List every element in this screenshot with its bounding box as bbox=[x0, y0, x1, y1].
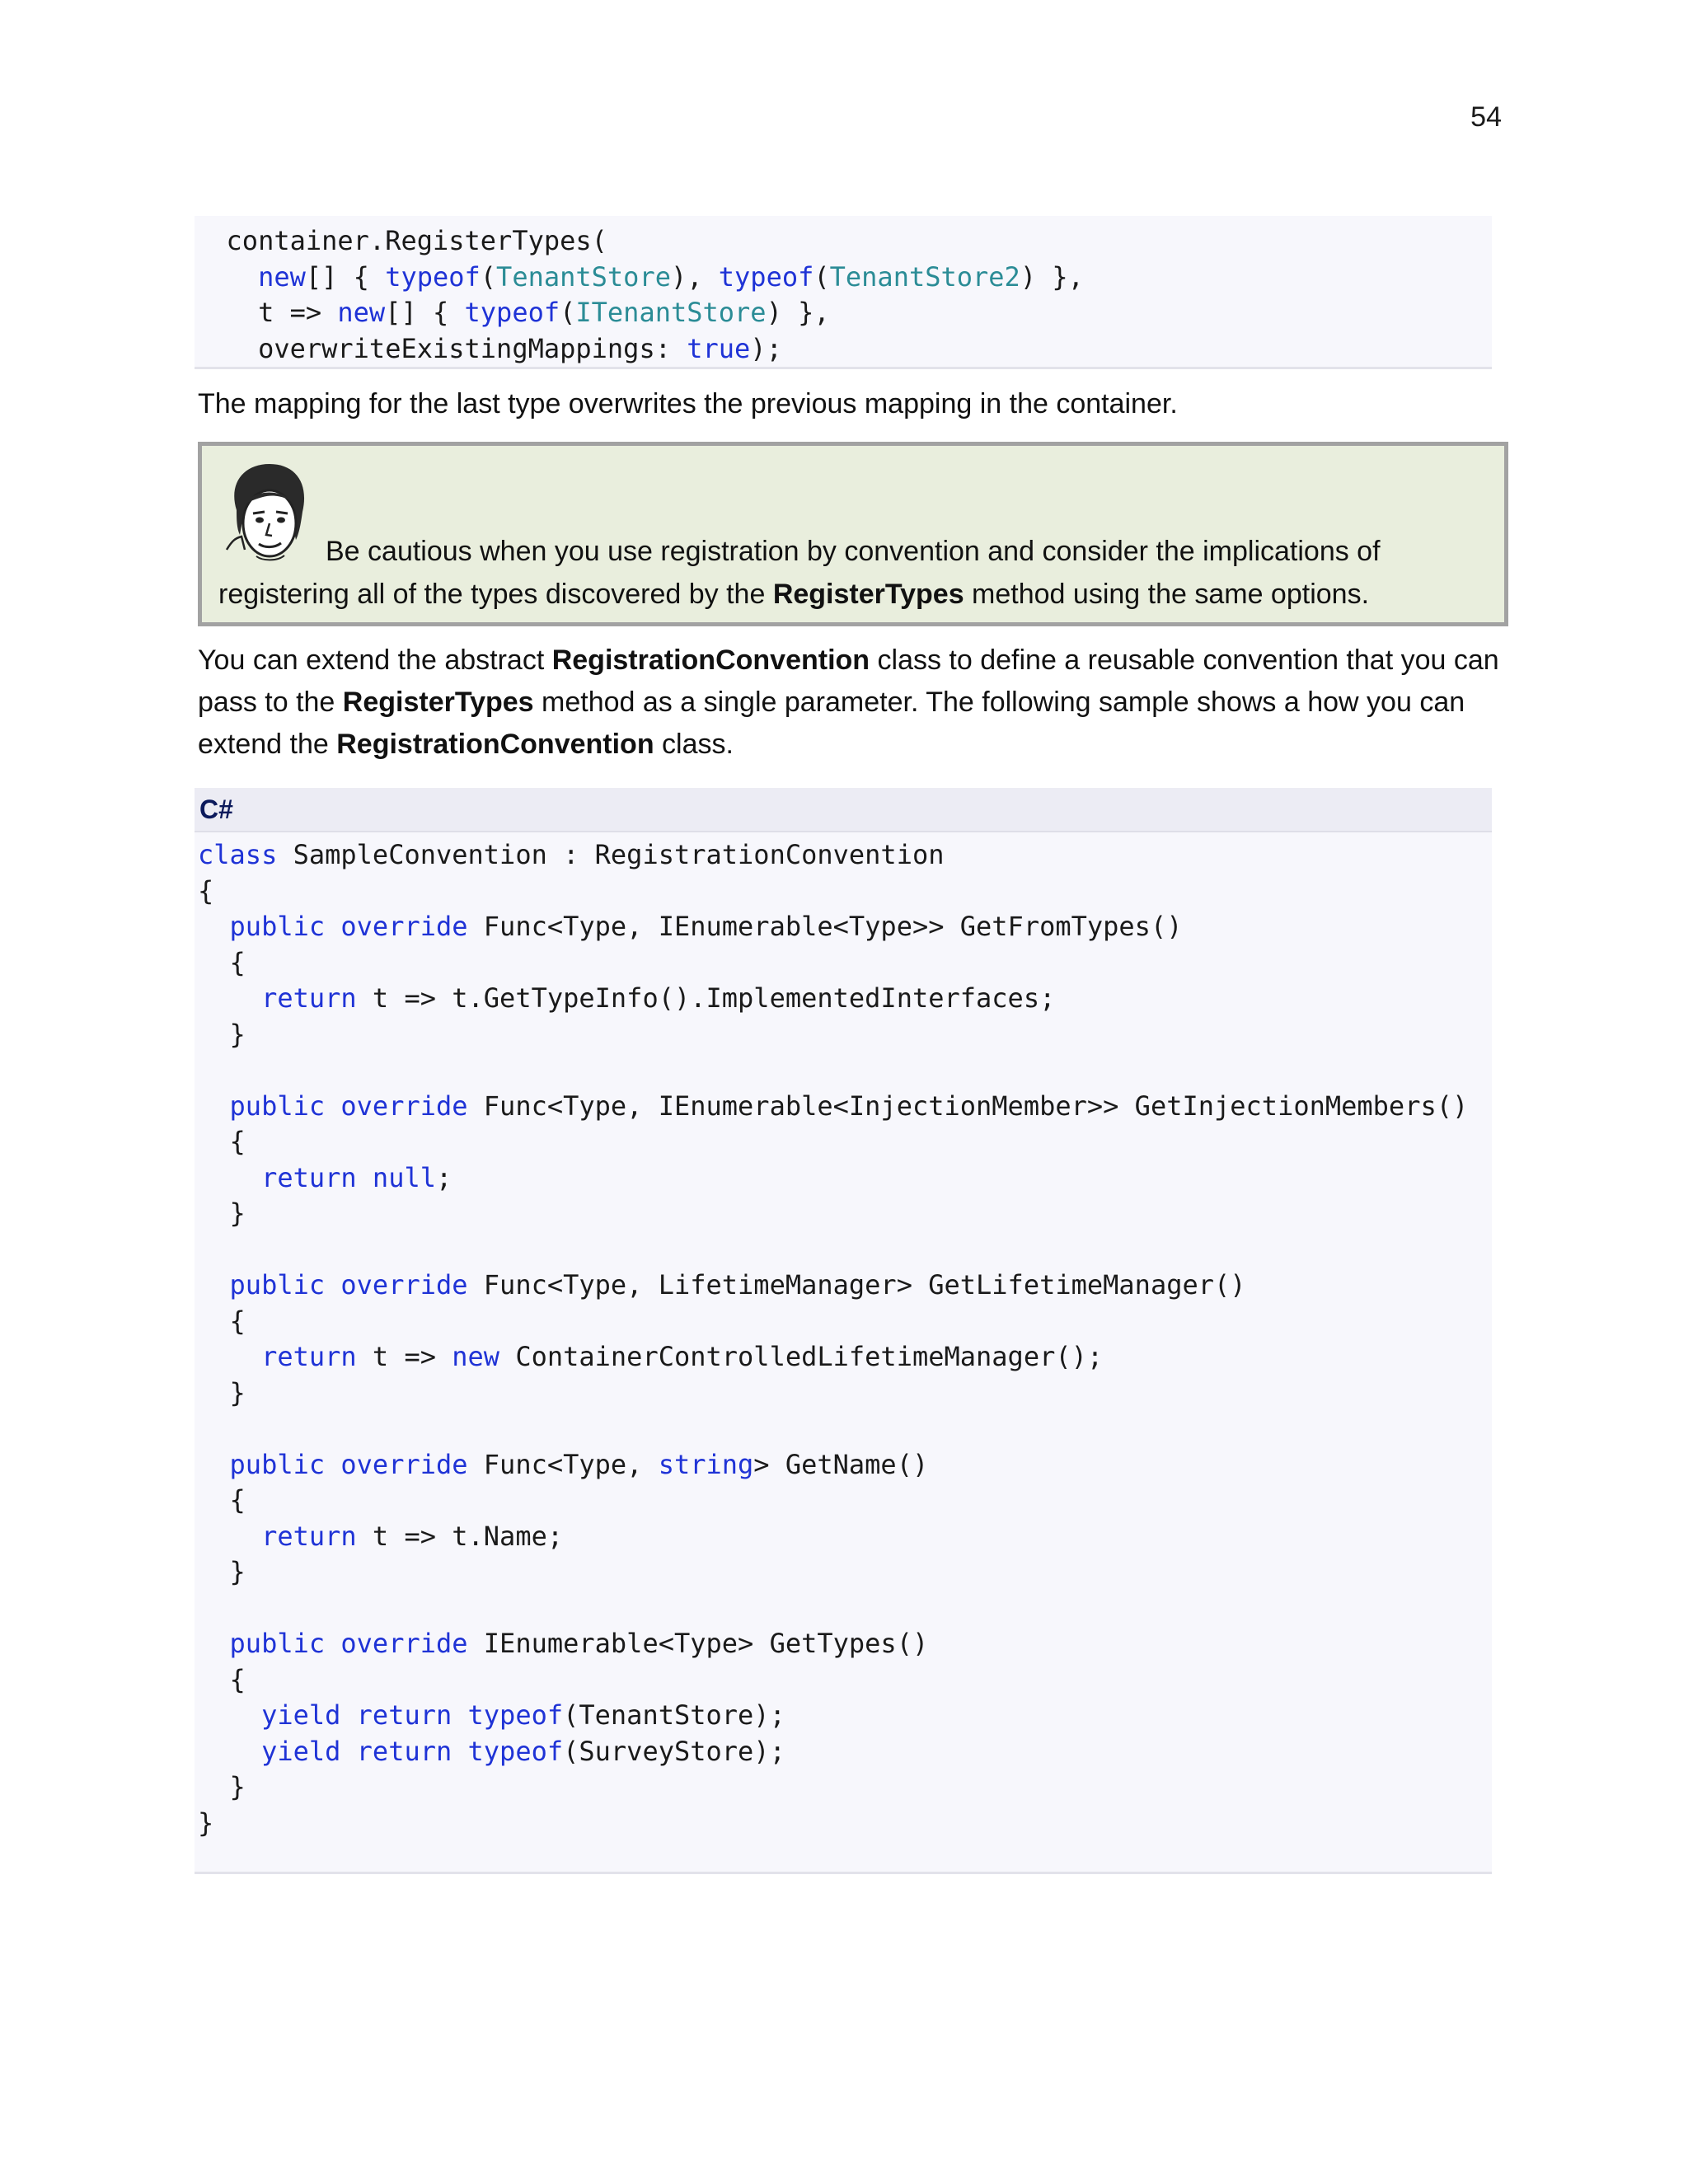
code-keyword: return bbox=[261, 1520, 357, 1552]
code-text bbox=[452, 1699, 467, 1731]
note-text bbox=[218, 530, 1488, 616]
code-line bbox=[198, 1304, 1492, 1340]
code-line bbox=[198, 1519, 1492, 1555]
code-text bbox=[325, 1090, 340, 1122]
code-language-header bbox=[195, 788, 1492, 832]
code-line bbox=[198, 1698, 1492, 1734]
code-line bbox=[195, 331, 1492, 368]
code-text: > GetName() bbox=[753, 1448, 929, 1480]
code-text: ), bbox=[670, 260, 719, 293]
code-block-register-types bbox=[195, 216, 1492, 369]
code-line bbox=[198, 874, 1492, 910]
code-line bbox=[198, 1196, 1492, 1232]
code-keyword: return bbox=[261, 1161, 357, 1193]
code-keyword: public bbox=[229, 911, 326, 942]
code-text: } bbox=[198, 1018, 246, 1050]
code-line bbox=[198, 981, 1492, 1017]
code-keyword: yield bbox=[261, 1735, 341, 1767]
code-line bbox=[198, 1626, 1492, 1662]
code-line bbox=[195, 260, 1492, 296]
code-line bbox=[198, 1052, 1492, 1089]
code-keyword: typeof bbox=[467, 1699, 564, 1731]
code-keyword: class bbox=[198, 839, 278, 870]
code-keyword: null bbox=[372, 1161, 436, 1193]
code-line bbox=[198, 1268, 1492, 1304]
code-keyword: public bbox=[229, 1448, 326, 1480]
code-text bbox=[198, 982, 261, 1014]
code-block-sample-convention bbox=[195, 832, 1492, 1874]
code-text: ); bbox=[750, 332, 782, 364]
code-text: t => bbox=[356, 1341, 452, 1372]
text-run: class. bbox=[654, 729, 734, 760]
code-text: ; bbox=[435, 1161, 452, 1193]
code-line bbox=[198, 1339, 1492, 1376]
code-text: (SurveyStore); bbox=[563, 1735, 785, 1767]
code-type-name: TenantStore2 bbox=[829, 260, 1020, 293]
code-text bbox=[325, 911, 340, 942]
code-text: Func<Type, IEnumerable<Type>> GetFromTypes() bbox=[467, 911, 1183, 942]
code-text: ( bbox=[480, 260, 497, 293]
code-line bbox=[198, 1483, 1492, 1519]
bold-term: RegisterTypes bbox=[342, 687, 534, 718]
code-line bbox=[198, 1124, 1492, 1160]
code-keyword: new bbox=[258, 260, 306, 293]
code-text: { bbox=[198, 946, 246, 978]
code-keyword: public bbox=[229, 1628, 326, 1659]
text-run: Be cautious when you use registration by convention and consider the implications of registering all of the types discovered by the bbox=[218, 536, 1381, 610]
code-line bbox=[198, 909, 1492, 945]
code-line bbox=[198, 1447, 1492, 1483]
code-text: { bbox=[198, 874, 214, 907]
code-keyword: public bbox=[229, 1090, 326, 1122]
code-text: (TenantStore); bbox=[563, 1699, 785, 1731]
code-keyword: string bbox=[658, 1448, 754, 1480]
text-run: The mapping for the last type overwrites the previous mapping in the container. bbox=[198, 388, 1178, 419]
code-keyword: new bbox=[452, 1341, 500, 1372]
code-language-label: C# bbox=[199, 794, 233, 824]
code-keyword: override bbox=[340, 1269, 468, 1301]
code-text: t => t.Name; bbox=[356, 1520, 564, 1552]
code-text bbox=[198, 1628, 230, 1659]
bold-term: RegisterTypes bbox=[772, 579, 964, 610]
code-text: { bbox=[198, 1663, 246, 1695]
code-text bbox=[325, 1449, 340, 1480]
code-text: Func<Type, bbox=[467, 1448, 659, 1480]
text-run: method using the same options. bbox=[964, 579, 1370, 610]
code-keyword: override bbox=[340, 1448, 468, 1480]
code-keyword: yield bbox=[261, 1699, 341, 1731]
code-text bbox=[198, 1269, 230, 1301]
code-line bbox=[198, 1769, 1492, 1806]
code-text: t => t.GetTypeInfo().ImplementedInterfaces; bbox=[356, 982, 1056, 1014]
code-text bbox=[198, 1699, 261, 1731]
code-text: ) }, bbox=[1020, 260, 1084, 293]
code-text: ) }, bbox=[766, 297, 830, 328]
code-line bbox=[198, 837, 1492, 874]
code-keyword: return bbox=[261, 1341, 357, 1372]
code-lines bbox=[195, 223, 1492, 367]
code-text: } bbox=[198, 1376, 246, 1408]
paragraph-mapping-overwrite bbox=[198, 383, 1517, 425]
code-line bbox=[198, 1376, 1492, 1412]
code-text bbox=[325, 1628, 340, 1659]
code-text: { bbox=[198, 1484, 246, 1516]
code-line bbox=[198, 1411, 1492, 1447]
code-text bbox=[340, 1736, 356, 1767]
code-line bbox=[198, 1806, 1492, 1842]
code-text: ContainerControlledLifetimeManager(); bbox=[499, 1341, 1104, 1372]
code-keyword: return bbox=[356, 1699, 452, 1731]
code-text: container.RegisterTypes( bbox=[195, 225, 607, 256]
code-text: Func<Type, IEnumerable<InjectionMember>> GetInjectionMembers() bbox=[467, 1090, 1469, 1122]
code-text bbox=[340, 1699, 356, 1731]
note-callout bbox=[198, 442, 1508, 626]
code-text bbox=[452, 1736, 467, 1767]
code-line bbox=[198, 1017, 1492, 1053]
code-text: Func<Type, LifetimeManager> GetLifetimeManager() bbox=[467, 1269, 1246, 1301]
code-text bbox=[198, 1736, 261, 1767]
code-text bbox=[195, 261, 258, 293]
code-keyword: typeof bbox=[464, 297, 560, 328]
code-keyword: override bbox=[340, 1090, 468, 1122]
code-type-name: TenantStore bbox=[496, 260, 671, 293]
code-text: { bbox=[198, 1305, 246, 1337]
code-text: } bbox=[198, 1771, 246, 1802]
code-keyword: new bbox=[337, 297, 386, 328]
code-text: { bbox=[198, 1126, 246, 1157]
code-keyword: override bbox=[340, 1628, 468, 1659]
text-run: method as a single parameter. The following sample shows a how you can extend the bbox=[198, 687, 1465, 760]
code-text bbox=[198, 1162, 261, 1193]
code-line bbox=[198, 1232, 1492, 1268]
code-text bbox=[357, 1162, 373, 1193]
code-text bbox=[198, 1449, 230, 1480]
code-lines bbox=[198, 837, 1492, 1841]
code-text: overwriteExistingMappings: bbox=[195, 332, 687, 364]
code-text: [] { bbox=[385, 297, 465, 328]
bold-term: RegistrationConvention bbox=[551, 644, 870, 676]
paragraph-registration-convention bbox=[198, 640, 1517, 766]
code-text: IEnumerable<Type> GetTypes() bbox=[467, 1628, 929, 1659]
code-line bbox=[198, 1734, 1492, 1770]
code-keyword: true bbox=[687, 332, 751, 364]
code-text bbox=[198, 1341, 261, 1372]
code-line bbox=[198, 1591, 1492, 1627]
bold-term: RegistrationConvention bbox=[336, 729, 654, 760]
code-text: } bbox=[198, 1556, 246, 1587]
code-text: [] { bbox=[305, 260, 386, 293]
code-line bbox=[198, 1662, 1492, 1699]
code-line bbox=[198, 1160, 1492, 1197]
code-text bbox=[325, 1269, 340, 1301]
code-text: } bbox=[198, 1807, 214, 1839]
code-text: } bbox=[198, 1197, 246, 1229]
code-text: SampleConvention : RegistrationConvention bbox=[277, 839, 945, 870]
code-keyword: typeof bbox=[385, 260, 481, 293]
code-text: t => bbox=[195, 297, 338, 328]
code-type-name: ITenantStore bbox=[575, 297, 767, 328]
code-line bbox=[195, 223, 1492, 260]
code-keyword: return bbox=[261, 982, 357, 1014]
text-run: You can extend the abstract bbox=[198, 644, 552, 676]
page-number: 54 bbox=[1470, 101, 1502, 133]
code-text bbox=[198, 1090, 230, 1122]
code-keyword: typeof bbox=[467, 1735, 564, 1767]
code-keyword: typeof bbox=[718, 260, 814, 293]
code-keyword: public bbox=[229, 1269, 326, 1301]
code-keyword: return bbox=[356, 1735, 452, 1767]
code-line bbox=[195, 295, 1492, 331]
code-text bbox=[198, 1521, 261, 1552]
code-text: ( bbox=[560, 297, 576, 328]
code-line bbox=[198, 1554, 1492, 1591]
code-text bbox=[198, 911, 230, 942]
code-line bbox=[198, 945, 1492, 982]
code-keyword: override bbox=[340, 911, 468, 942]
text-run: class to define a reusable convention that you can pass to the bbox=[198, 644, 1499, 718]
code-text: ( bbox=[814, 260, 830, 293]
code-line bbox=[198, 1089, 1492, 1125]
